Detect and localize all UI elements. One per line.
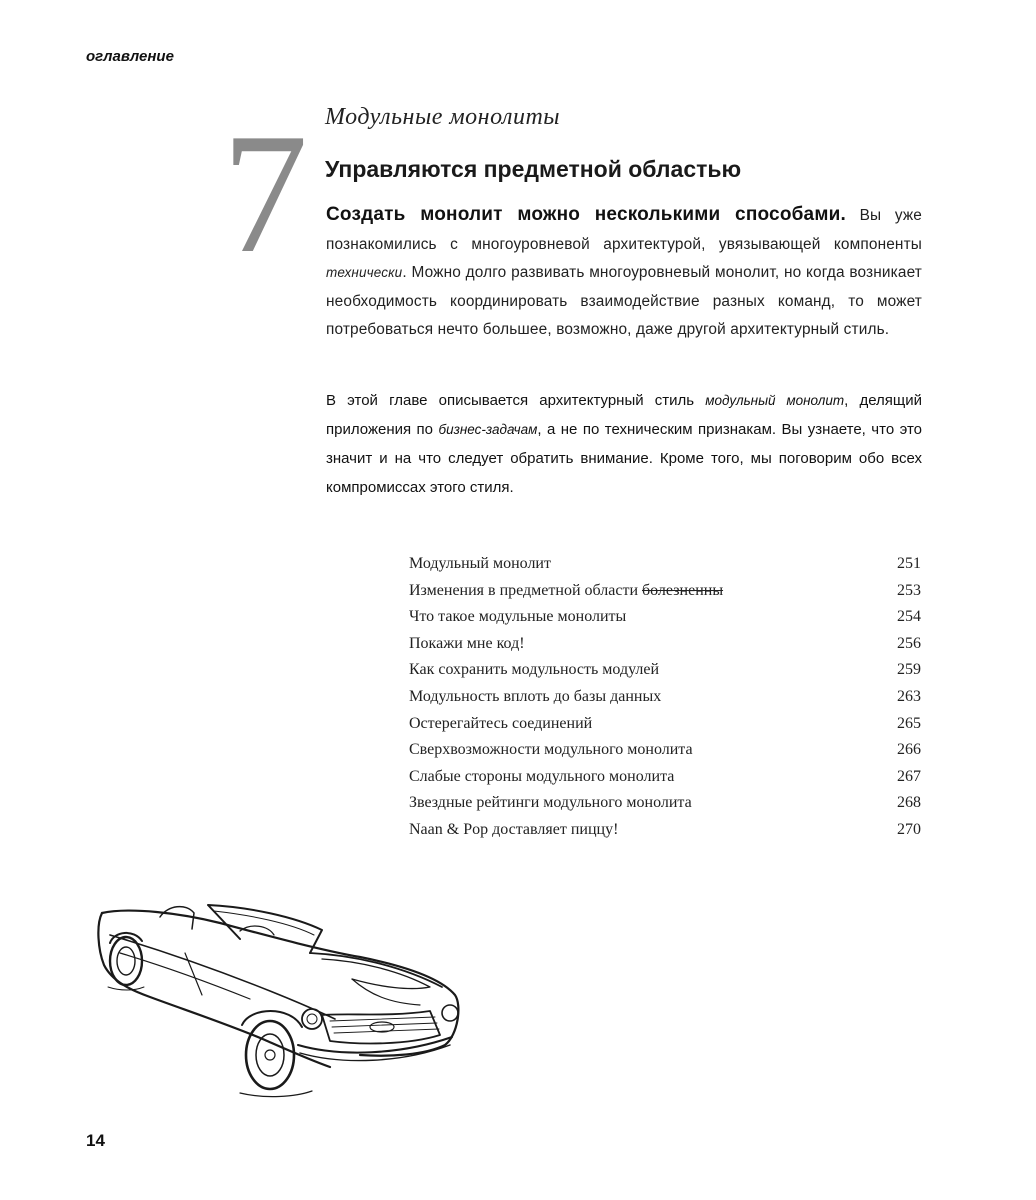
- chapter-number: 7: [222, 99, 308, 289]
- toc-entry[interactable]: [409, 737, 921, 764]
- toc-entry-page: 254: [897, 608, 921, 626]
- toc-entry-title: Что такое модульные монолиты: [409, 608, 627, 626]
- chapter-title: Управляются предметной областью: [325, 156, 742, 182]
- struck-word: болезненны: [642, 581, 724, 599]
- toc-entry-title: Покажи мне код!: [409, 634, 525, 652]
- toc-entry[interactable]: [409, 817, 921, 844]
- toc-entry[interactable]: [409, 551, 921, 578]
- body-text-2: , делящий приложения по: [326, 392, 923, 438]
- toc-entry-page: 270: [897, 820, 921, 838]
- toc-entry[interactable]: [409, 711, 921, 738]
- body-emphasis-2: бизнес-задачам: [438, 422, 538, 437]
- toc-entry-title: Остерегайтесь соединений: [409, 714, 593, 732]
- toc-entry[interactable]: [409, 764, 921, 791]
- toc-entry-page: 251: [897, 555, 921, 572]
- toc-entry-title: Звездные рейтинги модульного монолита: [409, 794, 692, 812]
- toc-entry[interactable]: [409, 684, 921, 711]
- table-of-contents: [409, 551, 921, 844]
- toc-entry[interactable]: [409, 604, 921, 631]
- body-text-3: , а не по техническим признакам. Вы узнаете, что это значит и на что следует обратить внимание. Кроме того, мы поговорим обо всех компромиссах этого стиля.: [326, 421, 922, 496]
- toc-entry-title: Как сохранить модульность модулей: [409, 661, 660, 679]
- running-head: оглавление: [86, 48, 174, 65]
- toc-entry-page: 266: [897, 741, 921, 759]
- toc-entry-title: Изменения в предметной области болезненны: [409, 581, 724, 599]
- toc-entry[interactable]: [409, 790, 921, 817]
- intro-emphasis: технически: [326, 265, 403, 280]
- body-text-1: В этой главе описывается архитектурный стиль: [326, 392, 706, 409]
- toc-entry-title: Модульный монолит: [409, 555, 551, 572]
- toc-entry-page: 268: [897, 794, 921, 812]
- toc-entry-page: 263: [897, 687, 921, 705]
- toc-entry-page: 253: [897, 581, 921, 599]
- page-number: 14: [86, 1131, 105, 1150]
- chapter-label: Модульные монолиты: [325, 104, 561, 130]
- toc-entry-title: Модульность вплоть до базы данных: [409, 687, 662, 705]
- body-paragraph: [326, 386, 922, 502]
- intro-paragraph: [326, 201, 922, 345]
- toc-entry[interactable]: [409, 631, 921, 658]
- toc-entry-page: 259: [897, 661, 921, 679]
- toc-entry[interactable]: [409, 578, 921, 605]
- toc-entry-title: Сверхвозможности модульного монолита: [409, 741, 693, 759]
- toc-entry-page: 256: [897, 634, 921, 652]
- convertible-car-illustration: [90, 895, 470, 1105]
- toc-entry-title: Naan & Pop доставляет пиццу!: [409, 820, 619, 838]
- toc-entry[interactable]: [409, 657, 921, 684]
- toc-entry-page: 267: [897, 767, 921, 785]
- intro-lead: Создать монолит можно несколькими способами.: [326, 204, 846, 225]
- toc-entry-title: Слабые стороны модульного монолита: [409, 767, 675, 785]
- intro-text-1: Вы уже познакомились с многоуровневой архитектурой, увязывающей компоненты: [326, 207, 923, 253]
- body-emphasis-1: модульный монолит: [705, 393, 845, 408]
- toc-entry-page: 265: [897, 714, 921, 732]
- intro-text-2: . Можно долго развивать многоуровневый монолит, но когда возникает необходимость координировать взаимодействие разных команд, то может потребоваться нечто большее, возможно, даже другой архитектурный стиль.: [326, 264, 922, 338]
